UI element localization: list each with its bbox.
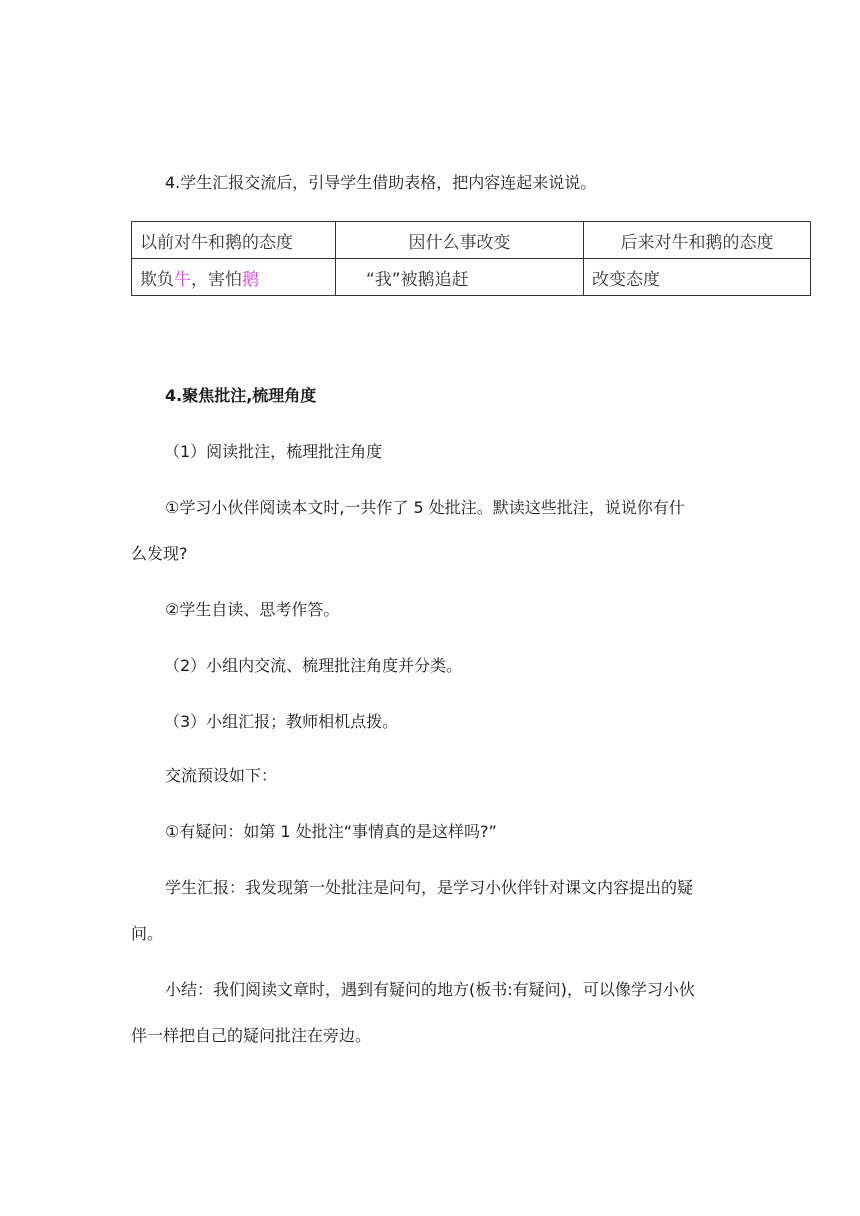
paragraph: ①有疑问：如第 1 处批注“事情真的是这样吗?” (165, 822, 497, 841)
paragraph: 问。 (131, 924, 164, 943)
table-row (132, 259, 811, 296)
section-heading: 4.聚焦批注,梳理角度 (165, 386, 317, 405)
intro-text: 4.学生汇报交流后，引导学生借助表格，把内容连起来说说。 (165, 173, 597, 192)
paragraph: （2）小组内交流、梳理批注角度并分类。 (164, 656, 463, 675)
table-header-cell: 以前对牛和鹅的态度 (132, 222, 336, 259)
table-header-cell: 后来对牛和鹅的态度 (584, 222, 811, 259)
highlighted-text: 鹅 (242, 269, 259, 290)
highlighted-text: 牛 (174, 269, 191, 290)
table-header-row (132, 222, 811, 259)
paragraph: （1）阅读批注，梳理批注角度 (164, 442, 383, 461)
paragraph: ②学生自读、思考作答。 (165, 600, 340, 619)
paragraph: 小结：我们阅读文章时，遇到有疑问的地方(板书:有疑问)，可以像学习小伙 (165, 980, 695, 999)
table-cell: “我”被鹅追赶 (336, 259, 584, 296)
paragraph: 么发现? (131, 544, 188, 563)
paragraph: 学生汇报：我发现第一处批注是问句，是学习小伙伴针对课文内容提出的疑 (165, 878, 694, 897)
paragraph: 伴一样把自己的疑问批注在旁边。 (131, 1026, 372, 1045)
attitude-table (131, 221, 811, 296)
table-cell: 改变态度 (584, 259, 811, 296)
paragraph: 交流预设如下： (165, 766, 278, 785)
table-header-cell: 因什么事改变 (336, 222, 584, 259)
paragraph: ①学习小伙伴阅读本文时,一共作了 5 处批注。默读这些批注，说说你有什 (165, 498, 685, 517)
table-cell (132, 259, 336, 296)
cell-text: ，害怕 (191, 269, 242, 290)
paragraph: （3）小组汇报；教师相机点拨。 (164, 712, 399, 731)
cell-text: 欺负 (140, 269, 174, 290)
